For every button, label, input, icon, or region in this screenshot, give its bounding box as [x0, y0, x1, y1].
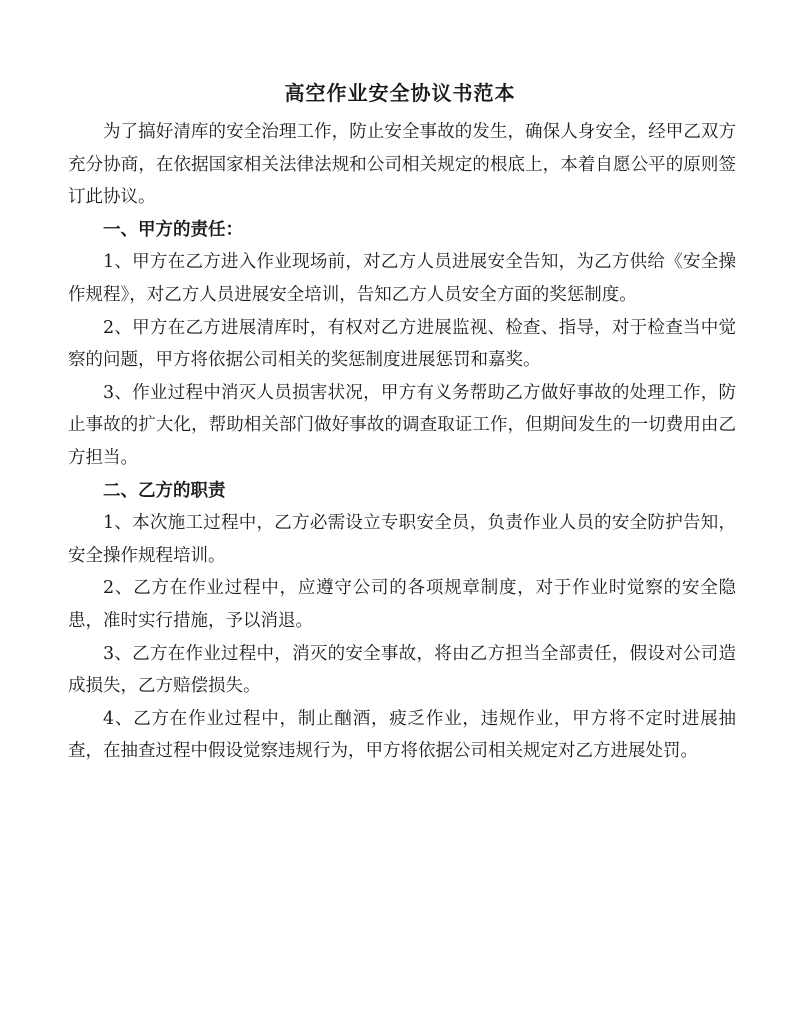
document-title: 高空作业安全协议书范本	[284, 81, 516, 105]
party-b-item-3: 3、乙方在作业过程中，消灭的安全事故，将由乙方担当全部责任，假设对公司造成损失，乙方赔偿损失。	[68, 643, 736, 697]
section-heading-party-a: 一、甲方的责任：	[103, 219, 243, 240]
party-b-item-4: 4、乙方在作业过程中，制止酗酒，疲乏作业，违规作业，甲方将不定时进展抽查，在抽查过程中假设觉察违规行为，甲方将依据公司相关规定对乙方进展处罚。	[68, 708, 736, 762]
party-b-item-1: 1、本次施工过程中，乙方必需设立专职安全员，负责作业人员的安全防护告知，安全操作规程培训。	[68, 513, 736, 566]
party-a-item-2: 2、甲方在乙方进展清库时，有权对乙方进展监视、检查、指导，对于检查当中觉察的问题，甲方将依据公司相关的奖惩制度进展惩罚和嘉奖。	[68, 317, 736, 371]
section-heading-party-b: 二、乙方的职责	[103, 480, 226, 501]
intro-paragraph: 为了搞好清库的安全治理工作，防止安全事故的发生，确保人身安全，经甲乙双方充分协商，在依据国家相关法律法规和公司相关规定的根底上，本着自愿公平的原则签订此协议。	[68, 122, 736, 208]
party-a-item-3: 3、作业过程中消灭人员损害状况，甲方有义务帮助乙方做好事故的处理工作，防止事故的扩大化，帮助相关部门做好事故的调查取证工作，但期间发生的一切费用由乙方担当。	[68, 382, 736, 468]
party-a-item-1: 1、甲方在乙方进入作业现场前，对乙方人员进展安全告知，为乙方供给《安全操作规程》，对乙方人员进展安全培训，告知乙方人员安全方面的奖惩制度。	[68, 252, 736, 305]
document-body	[68, 116, 736, 768]
party-b-item-2: 2、乙方在作业过程中，应遵守公司的各项规章制度，对于作业时觉察的安全隐患，准时实行措施，予以消退。	[68, 578, 736, 631]
